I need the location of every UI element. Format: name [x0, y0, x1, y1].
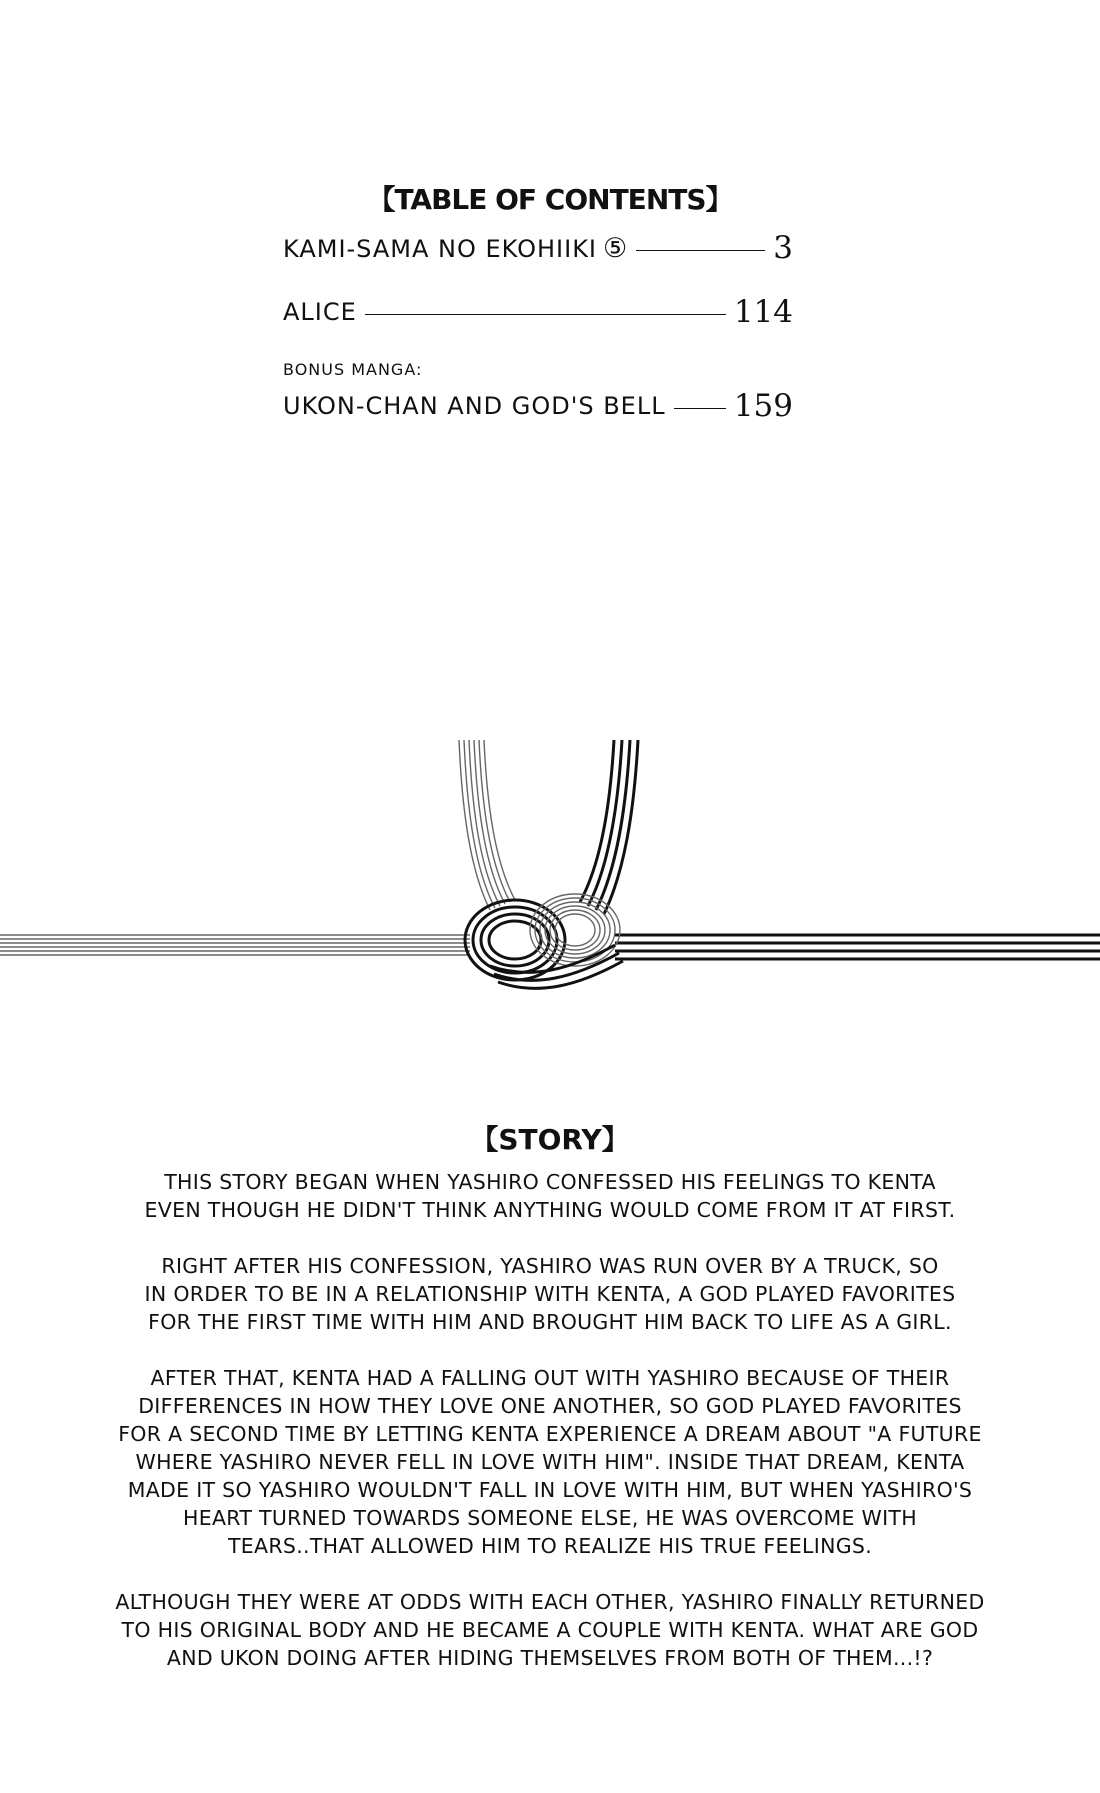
left-cord [0, 935, 470, 955]
toc-entry-label: UKON-CHAN AND GOD'S BELL [283, 392, 666, 420]
right-knot-loop [530, 894, 620, 966]
right-cord [615, 935, 1100, 959]
story-line: HEART TURNED TOWARDS SOMEONE ELSE, HE WAS OVERCOME WITH [183, 1506, 917, 1530]
left-vertical-cord [459, 740, 515, 910]
mizuhiki-knot-decoration [0, 730, 1100, 1020]
story-line: TO HIS ORIGINAL BODY AND HE BECAME A COUPLE WITH KENTA. WHAT ARE GOD [121, 1618, 979, 1642]
toc-entry-kami-sama [283, 230, 793, 266]
toc-leader-line [636, 250, 765, 251]
story-line: EVEN THOUGH HE DIDN'T THINK ANYTHING WOULD COME FROM IT AT FIRST. [144, 1198, 956, 1222]
story-paragraph [80, 1252, 1020, 1336]
volume-number: ⑤ [603, 232, 629, 264]
story-line: FOR A SECOND TIME BY LETTING KENTA EXPERIENCE A DREAM ABOUT "A FUTURE [118, 1422, 982, 1446]
bonus-manga-label: BONUS MANGA: [283, 360, 423, 379]
story-paragraph [80, 1588, 1020, 1672]
story-synopsis [80, 1168, 1020, 1700]
toc-leader-line [365, 314, 726, 315]
left-knot-loop [465, 900, 565, 980]
story-line: AFTER THAT, KENTA HAD A FALLING OUT WITH YASHIRO BECAUSE OF THEIR [150, 1366, 950, 1390]
story-line: AND UKON DOING AFTER HIDING THEMSELVES FROM BOTH OF THEM...!? [166, 1646, 934, 1670]
story-line: FOR THE FIRST TIME WITH HIM AND BROUGHT HIM BACK TO LIFE AS A GIRL. [148, 1310, 952, 1334]
story-line: IN ORDER TO BE IN A RELATIONSHIP WITH KENTA, A GOD PLAYED FAVORITES [144, 1282, 956, 1306]
story-line: DIFFERENCES IN HOW THEY LOVE ONE ANOTHER, SO GOD PLAYED FAVORITES [138, 1394, 962, 1418]
right-vertical-cord [580, 740, 638, 914]
story-paragraph [80, 1168, 1020, 1224]
toc-page-number: 159 [733, 388, 793, 424]
toc-entry-label: KAMI-SAMA NO EKOHIIKI ⑤ [283, 232, 629, 264]
toc-entry-label: ALICE [283, 298, 357, 326]
story-line: ALTHOUGH THEY WERE AT ODDS WITH EACH OTHER, YASHIRO FINALLY RETURNED [115, 1590, 985, 1614]
story-line: THIS STORY BEGAN WHEN YASHIRO CONFESSED HIS FEELINGS TO KENTA [164, 1170, 936, 1194]
toc-page-number: 114 [733, 294, 793, 330]
story-line: WHERE YASHIRO NEVER FELL IN LOVE WITH HIM". INSIDE THAT DREAM, KENTA [135, 1450, 965, 1474]
story-title: 【STORY】 [470, 1123, 630, 1156]
story-line: TEARS..THAT ALLOWED HIM TO REALIZE HIS TRUE FEELINGS. [227, 1534, 873, 1558]
toc-title: 【TABLE OF CONTENTS】 [367, 183, 733, 216]
toc-entry-ukon-chan [283, 388, 793, 424]
toc-entry-alice [283, 294, 793, 330]
toc-leader-line [674, 408, 726, 409]
story-line: MADE IT SO YASHIRO WOULDN'T FALL IN LOVE WITH HIM, BUT WHEN YASHIRO'S [127, 1478, 973, 1502]
story-line: RIGHT AFTER HIS CONFESSION, YASHIRO WAS RUN OVER BY A TRUCK, SO [161, 1254, 939, 1278]
toc-page-number: 3 [773, 230, 793, 266]
story-paragraph [80, 1364, 1020, 1560]
